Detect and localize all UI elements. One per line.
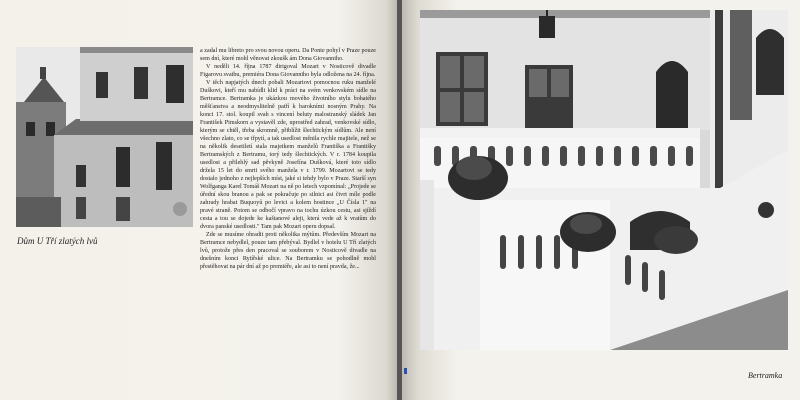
photo-bertramka (420, 10, 788, 350)
left-page (0, 0, 398, 400)
body-text-column (200, 47, 376, 352)
paragraph: Zde se musíme ohradit proti několika mýtům. Především Mozart na Bertramce nebydlel, pouze tam přebýval. Bydlel v hotelu U Tří zlatých lvů, protože přes den pracoval se souborem v Nosticově divadle na dnešním konci Rytířské ulice. Na Bertramku se pohodlně mohl přestěhovat na pár dní až po premiéře, ale asi to není pravda, že... (200, 232, 376, 270)
page-edge-mark (404, 368, 407, 374)
photo-caption-right: Bertramka (748, 371, 783, 380)
photo-house-three-golden-lions (16, 47, 193, 227)
photo-caption-left: Dům U Tří zlatých lvů (17, 236, 98, 246)
paragraph: V neděli 14. října 1787 dirigoval Mozart v Nosticově divadle Figarovu svatbu, premiéra Dona Giovanniho byla odložena na 24. října. (200, 64, 376, 78)
bertramka-photo-illustration (420, 10, 788, 350)
paragraph: a zadal mu libreto pro svou novou operu. Da Ponte pohyl v Praze pouze sem dní, které mohl věnovat zkoušk ám Dona Giovanniho. (200, 48, 376, 62)
paragraph: V těch napjatých dnech pobali Mozartovi pomocnou ruku manželé Duškovi, kteří mu nabídli klid k práci na svém venkovském sídle na Bertramce. Bertramka je ukázkou mového životního stylu bohatého měšťanstva a neodmyslitelně patří k barokními nosným Prahy. Na konci 17. stol. koupil svah s vincení beluty malostranský sládek Jan František Pimskorn a vystavěl zde, uprostřed zahrad, venkovské sídlo, kterým se chtěl, třeba skromně, přiblížit šlechtickým sídlům. Ale není všechno zlato, co se třpytí, a tak usedlost měnila rychle majitele, než se na několik desetiletí stala majetkem manželů Františka a Františky Bertramských z Bertramu, torý tedy šlechtických. V r. 1784 koupila usedlost a přilehlý sad pěvkyně Josefína Dušková, které toto sídlo držela 15 let do smrti svého manžela v r. 1799. Mozartovi se tedy dostalo jednoho z nejlepších míst, jaké si tehdy bylo v Praze. Starší syn Wolfganga Karel Tomáš Mozart na ně po letech vzpomínal: „Projede se úřední skou branou a pak se pokračuje po silnici asi čtvrt míle podle zahrady hrabat Buquoyů po levici a kolem hostince „U Čísla 1" na pravé straně. Potom se odbočí vpravo na tochu úzkou cestu, asi sjíždí cesta a tou se dojede ke kaštanové aleji, která vede až k vratům do dvora panské usedlosti." Tam pak Mozart operu dopsal. (200, 80, 376, 230)
house-photo-illustration (16, 47, 193, 227)
